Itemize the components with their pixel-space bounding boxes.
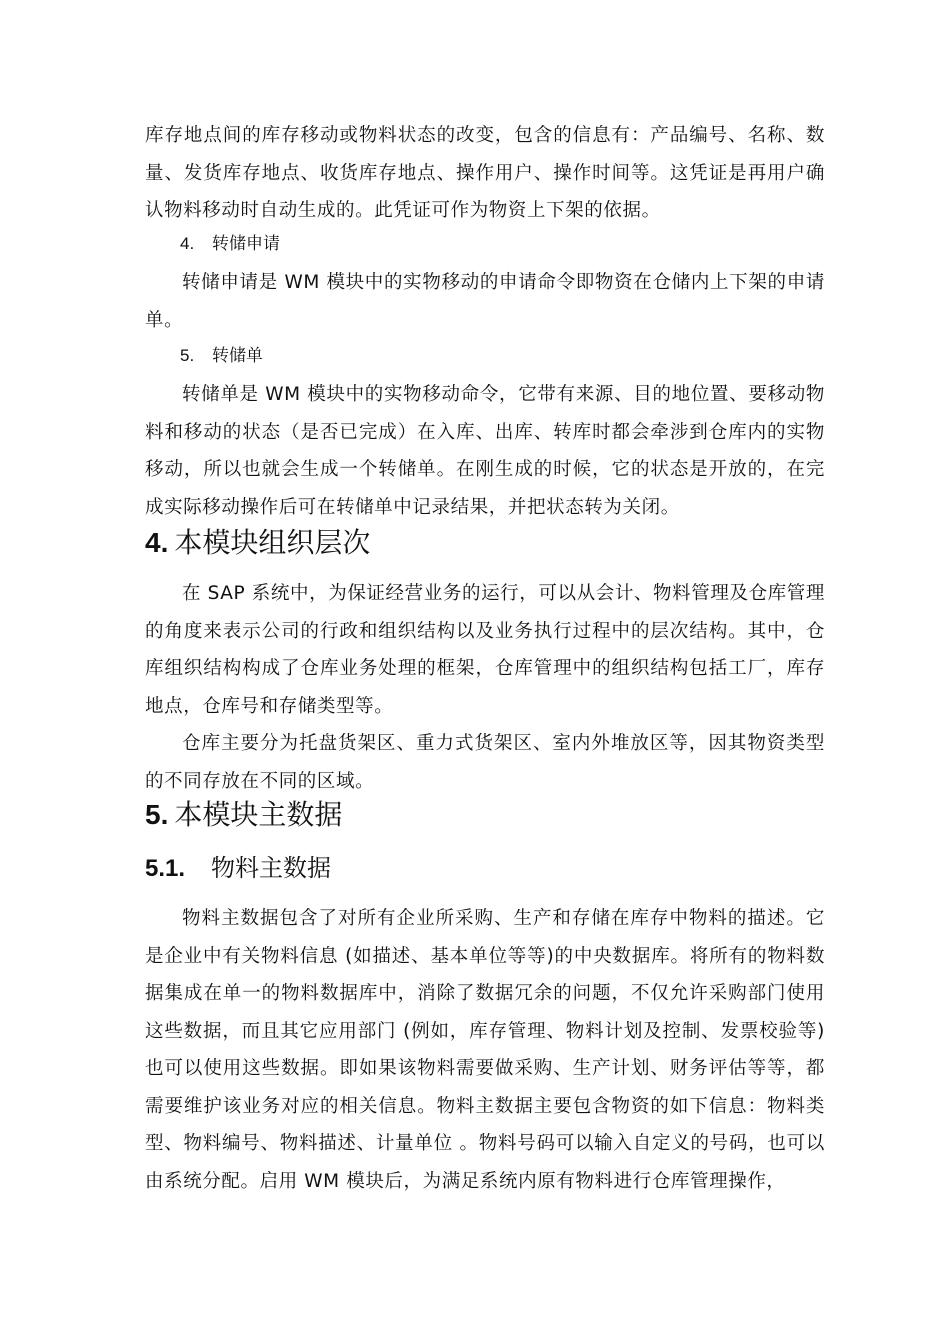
paragraph-material-master: [145, 900, 825, 1200]
heading-section-5-1: [145, 852, 331, 885]
paragraph-transfer-order: [145, 376, 825, 526]
paragraph-material-document: [145, 117, 825, 230]
heading-title: 本模块组织层次: [174, 526, 371, 559]
paragraph-text: 仓库主要分为托盘货架区、重力式货架区、室内外堆放区等，因其物资类型的不同存放在不同的区域。: [145, 733, 825, 792]
list-item-number: 5.: [180, 346, 195, 365]
heading-number: 5.1.: [145, 855, 186, 882]
list-item-title: 转储单: [212, 346, 263, 366]
list-item-transfer-order: [180, 344, 263, 368]
paragraph-org-structure: [145, 575, 825, 725]
paragraph-warehouse-areas: [145, 725, 825, 800]
paragraph-text: 转储单是 WM 模块中的实物移动命令，它带有来源、目的地位置、要移动物料和移动的状态（是否已完成）在入库、出库、转库时都会牵涉到仓库内的实物移动，所以也就会生成一个转储单。在刚生成的时候，它的状态是开放的，在完成实际移动操作后可在转储单中记录结果，并把状态转为关闭。: [145, 384, 825, 518]
heading-title: 本模块主数据: [174, 798, 343, 831]
list-item-number: 4.: [180, 234, 195, 253]
paragraph-text: 物料主数据包含了对所有企业所采购、生产和存储在库存中物料的描述。它是企业中有关物料信息 (如描述、基本单位等等)的中央数据库。将所有的物料数据集成在单一的物料数据库中，消除了数据冗余的问题，不仅允许采购部门使用这些数据，而且其它应用部门 (例如，库存管理、物料计划及控制、发票校验等)也可以使用这些数据。即如果该物料需要做采购、生产计划、财务评估等等，都需要维护该业务对应的相关信息。物料主数据主要包含物资的如下信息：物料类型、物料编号、物料描述、计量单位 。物料号码可以输入自定义的号码，也可以由系统分配。启用 WM 模块后，为满足系统内原有物料进行仓库管理操作，: [145, 908, 825, 1192]
heading-number: 4.: [145, 527, 169, 558]
list-item-title: 转储申请: [212, 234, 280, 254]
paragraph-text: 库存地点间的库存移动或物料状态的改变，包含的信息有：产品编号、名称、数量、发货库存地点、收货库存地点、操作用户、操作时间等。这凭证是再用户确认物料移动时自动生成的。此凭证可作为物资上下架的依据。: [145, 125, 825, 221]
heading-title: 物料主数据: [211, 854, 331, 882]
list-item-transfer-request: [180, 232, 280, 256]
heading-section-5: [145, 797, 342, 833]
heading-number: 5.: [145, 799, 169, 830]
paragraph-text: 转储申请是 WM 模块中的实物移动的申请命令即物资在仓储内上下架的申请单。: [145, 272, 825, 331]
paragraph-transfer-request: [145, 264, 825, 339]
paragraph-text: 在 SAP 系统中，为保证经营业务的运行，可以从会计、物料管理及仓库管理的角度来表示公司的行政和组织结构以及业务执行过程中的层次结构。其中，仓库组织结构构成了仓库业务处理的框架，仓库管理中的组织结构包括工厂，库存地点，仓库号和存储类型等。: [145, 583, 825, 717]
heading-section-4: [145, 525, 370, 561]
